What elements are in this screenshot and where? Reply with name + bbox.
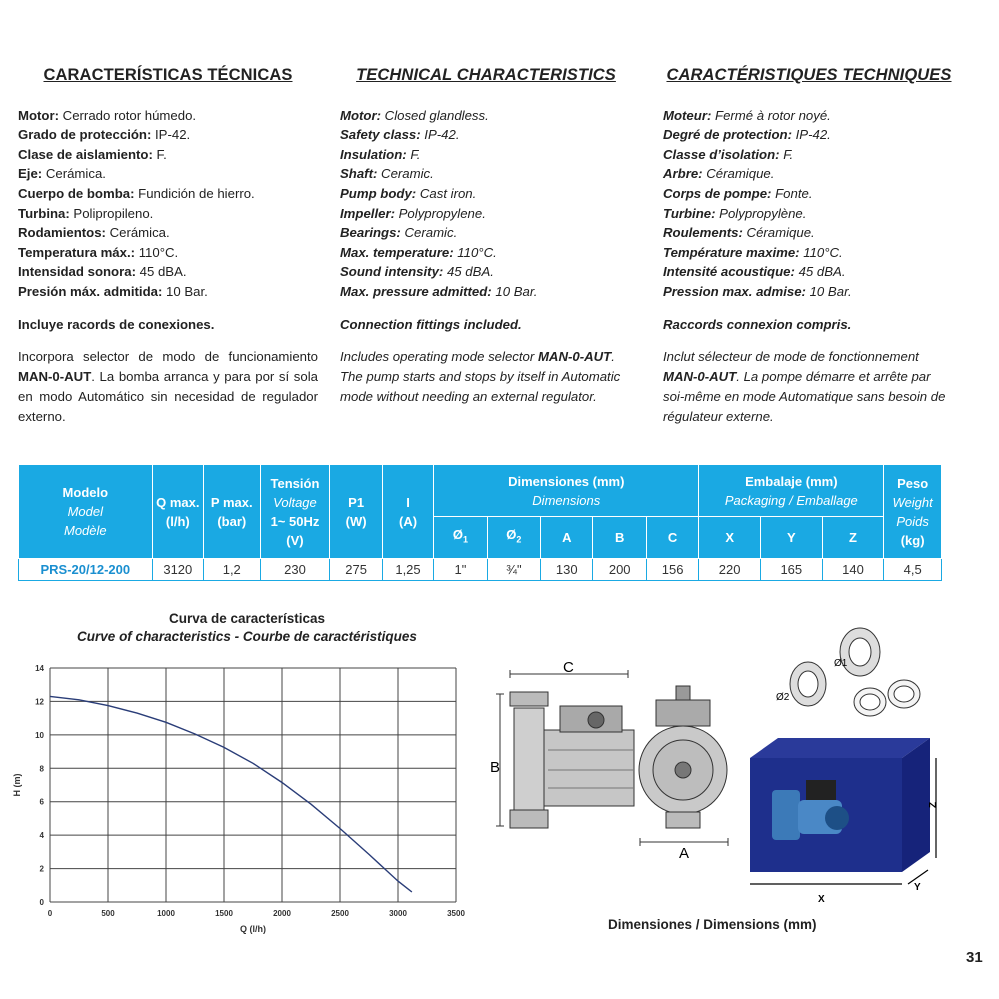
spec-value: 10 Bar.: [162, 283, 208, 299]
y-tick-label: 6: [39, 797, 44, 807]
header-current: I (A): [382, 465, 433, 559]
spec-row: [18, 243, 318, 263]
spec-row: [18, 262, 318, 282]
spec-row: [340, 125, 632, 145]
spec-label: Eje:: [18, 166, 43, 182]
spec-value: 110°C.: [135, 244, 179, 260]
spec-row: [663, 164, 955, 184]
description-spanish: Incorpora selector de modo de funcionamiento MAN-0-AUT. La bomba arranca y para por sí sola en modo Automático sin necesidad de regulador externo.: [18, 349, 318, 425]
spec-label: Température maxime:: [663, 244, 800, 260]
y-tick-label: 0: [39, 898, 44, 907]
description-english: Includes operating mode selector MAN-0-AUT. The pump starts and stops by itself in Automatic mode without needing an external regulator.: [340, 349, 621, 405]
spec-label: Intensité acoustique:: [663, 264, 795, 280]
included-note-english: Connection fittings included.: [340, 316, 522, 332]
spec-row: [340, 243, 632, 263]
header-phi2: $Ø_2$: [487, 517, 540, 559]
spec-label: Rodamientos:: [18, 225, 106, 241]
box-label-y: Y: [914, 882, 921, 893]
spec-value: Cerámica.: [42, 166, 106, 182]
spec-label: Classe d’isolation:: [663, 146, 780, 162]
cell-phi2: ¾": [487, 559, 540, 581]
chart-title-line1: Curva de características: [168, 611, 326, 626]
header-packaging: Embalaje (mm) Packaging / Emballage: [699, 465, 884, 517]
cell-weight: 4,5: [884, 559, 942, 581]
spec-row: [340, 262, 632, 282]
x-tick-label: 1500: [215, 909, 233, 918]
spec-row: [18, 204, 318, 224]
spec-label: Insulation:: [340, 146, 407, 162]
header-p1: P1 (W): [330, 465, 382, 559]
header-b: B: [593, 517, 646, 559]
spec-row: [18, 125, 318, 145]
spec-label: Turbina:: [18, 205, 70, 221]
description-french: Inclut sélecteur de mode de fonctionnement MAN-0-AUT. La pompe démarre et arrête par soi-même en mode Automatique sans besoin de régulateur externe.: [663, 349, 946, 425]
spec-row: [663, 223, 955, 243]
spec-row: [663, 125, 955, 145]
spec-list-english: [340, 106, 632, 302]
dimensions-caption: Dimensiones / Dimensions (mm): [608, 917, 817, 932]
spec-row: [340, 106, 632, 126]
box-label-z: Z: [928, 801, 939, 808]
spec-value: 10 Bar.: [805, 283, 852, 299]
header-z: Z: [822, 517, 884, 559]
spec-value: 45 dBA.: [794, 264, 846, 280]
spec-list-french: [663, 106, 955, 302]
included-note-french: Raccords connexion compris.: [663, 316, 852, 332]
column-english: [340, 66, 632, 407]
spec-value: F.: [779, 146, 794, 162]
spec-value: F.: [152, 146, 167, 162]
y-tick-label: 2: [39, 864, 44, 874]
spec-value: Céramique.: [742, 225, 815, 241]
spec-row: [18, 106, 318, 126]
title-french: CARACTÉRISTIQUES TECHNIQUES: [666, 66, 952, 84]
spec-value: Cast iron.: [416, 185, 477, 201]
spec-row: [18, 223, 318, 243]
spec-value: Polipropileno.: [69, 205, 154, 221]
included-note-spanish: Incluye racords de conexiones.: [18, 316, 215, 332]
spec-row: [340, 145, 632, 165]
header-dimensions: Dimensiones (mm) Dimensions: [434, 465, 699, 517]
spec-label: Turbine:: [663, 205, 716, 221]
pump-side-view: [510, 692, 634, 828]
spec-label: Motor:: [18, 107, 60, 123]
pump-front-view: [639, 686, 727, 828]
x-tick-label: 3500: [447, 909, 465, 918]
label-phi1: Ø1: [834, 658, 848, 669]
spec-row: [340, 164, 632, 184]
fittings-drawing: [768, 622, 928, 722]
title-english: TECHNICAL CHARACTERISTICS: [356, 66, 616, 84]
cell-x: 220: [699, 559, 761, 581]
spec-label: Cuerpo de bomba:: [18, 185, 135, 201]
header-phi1: $Ø_1$: [434, 517, 487, 559]
performance-chart: [6, 656, 486, 946]
spec-label: Impeller:: [340, 205, 395, 221]
cell-b: 200: [593, 559, 646, 581]
spec-row: [663, 243, 955, 263]
spec-value: Polypropylene.: [394, 205, 486, 221]
header-pmax: P max. (bar): [204, 465, 261, 559]
cell-current: 1,25: [382, 559, 433, 581]
spec-table: [18, 464, 942, 581]
spec-label: Bearings:: [340, 225, 401, 241]
spec-label: Motor:: [340, 107, 382, 123]
spec-value: 110°C.: [799, 244, 843, 260]
column-spanish: [18, 66, 318, 427]
x-tick-label: 500: [101, 909, 115, 918]
spec-value: Cerámica.: [105, 225, 170, 241]
cell-p1: 275: [330, 559, 382, 581]
title-spanish: CARACTERÍSTICAS TÉCNICAS: [43, 66, 293, 84]
spec-value: Polypropylène.: [715, 205, 807, 221]
x-tick-label: 1000: [157, 909, 175, 918]
spec-label: Max. pressure admitted:: [340, 283, 492, 299]
spec-label: Temperatura máx.:: [18, 244, 136, 260]
cell-z: 140: [822, 559, 884, 581]
header-qmax: Q max. (l/h): [152, 465, 203, 559]
table-row: [19, 559, 942, 581]
label-phi2: Ø2: [776, 692, 790, 703]
spec-row: [340, 204, 632, 224]
spec-value: IP-42.: [791, 127, 831, 143]
chart-title-line2: Curve of characteristics - Courbe de caractéristiques: [77, 629, 417, 644]
x-tick-label: 2500: [331, 909, 349, 918]
spec-label: Max. temperature:: [340, 244, 454, 260]
spec-value: IP-42.: [420, 127, 460, 143]
pump-dimension-drawing: [488, 660, 738, 860]
column-french: [663, 66, 955, 427]
spec-row: [340, 223, 632, 243]
spec-value: 110°C.: [453, 244, 497, 260]
header-voltage: Tensión Voltage 1~ 50Hz (V): [260, 465, 330, 559]
spec-value: Fonte.: [771, 185, 813, 201]
spec-label: Clase de aislamiento:: [18, 146, 153, 162]
y-tick-label: 12: [35, 697, 44, 707]
spec-row: [663, 184, 955, 204]
spec-list-spanish: [18, 106, 318, 302]
spec-value: F.: [406, 146, 421, 162]
spec-row: [18, 282, 318, 302]
spec-label: Presión máx. admitida:: [18, 283, 163, 299]
spec-label: Sound intensity:: [340, 264, 444, 280]
spec-label: Corps de pompe:: [663, 185, 772, 201]
dim-label-b: B: [490, 759, 501, 776]
page-number: 31: [966, 949, 983, 966]
spec-label: Shaft:: [340, 166, 378, 182]
y-axis-label: H (m): [12, 773, 22, 797]
cell-model: PRS-20/12-200: [19, 559, 153, 581]
header-model: Modelo Model Modèle: [19, 465, 153, 559]
spec-value: Fermé à rotor noyé.: [711, 107, 831, 123]
spec-row: [18, 184, 318, 204]
x-tick-label: 0: [47, 909, 53, 918]
header-c: C: [646, 517, 698, 559]
spec-row: [340, 282, 632, 302]
spec-value: Ceramic.: [400, 225, 458, 241]
spec-label: Grado de protección:: [18, 127, 152, 143]
spec-row: [18, 145, 318, 165]
spec-label: Moteur:: [663, 107, 712, 123]
spec-label: Degré de protection:: [663, 127, 792, 143]
y-tick-label: 10: [35, 730, 44, 740]
spec-label: Roulements:: [663, 225, 743, 241]
cell-pmax: 1,2: [204, 559, 261, 581]
spec-value: 45 dBA.: [135, 264, 187, 280]
spec-value: Cerrado rotor húmedo.: [59, 107, 197, 123]
box-label-x: X: [818, 894, 825, 905]
series-line: [50, 696, 412, 892]
cell-phi1: 1": [434, 559, 487, 581]
header-weight: Peso Weight Poids (kg): [884, 465, 942, 559]
y-tick-label: 8: [39, 764, 44, 774]
y-tick-label: 4: [39, 831, 44, 841]
spec-value: IP-42.: [151, 127, 191, 143]
y-tick-label: 14: [35, 664, 44, 673]
spec-label: Intensidad sonora:: [18, 264, 136, 280]
spec-label: Safety class:: [340, 127, 421, 143]
x-tick-label: 3000: [389, 909, 407, 918]
spec-row: [663, 145, 955, 165]
cell-c: 156: [646, 559, 698, 581]
header-x: X: [699, 517, 761, 559]
cell-voltage: 230: [260, 559, 330, 581]
spec-row: [18, 164, 318, 184]
x-axis-label: Q (l/h): [240, 924, 266, 934]
header-a: A: [541, 517, 593, 559]
spec-value: 45 dBA.: [443, 264, 494, 280]
header-y: Y: [760, 517, 822, 559]
spec-value: Closed glandless.: [381, 107, 489, 123]
dim-label-a: A: [679, 845, 690, 860]
cell-a: 130: [541, 559, 593, 581]
cell-qmax: 3120: [152, 559, 203, 581]
spec-row: [663, 262, 955, 282]
cell-y: 165: [760, 559, 822, 581]
spec-row: [340, 184, 632, 204]
x-tick-label: 2000: [273, 909, 291, 918]
spec-value: Ceramic.: [377, 166, 434, 182]
spec-row: [663, 106, 955, 126]
spec-label: Arbre:: [663, 166, 703, 182]
spec-label: Pression max. admise:: [663, 283, 806, 299]
spec-value: 10 Bar.: [491, 283, 538, 299]
packaging-box-drawing: [742, 734, 942, 914]
spec-value: Céramique.: [702, 166, 775, 182]
spec-row: [663, 282, 955, 302]
spec-value: Fundición de hierro.: [134, 185, 255, 201]
spec-label: Pump body:: [340, 185, 417, 201]
dim-label-c: C: [563, 660, 574, 676]
spec-row: [663, 204, 955, 224]
